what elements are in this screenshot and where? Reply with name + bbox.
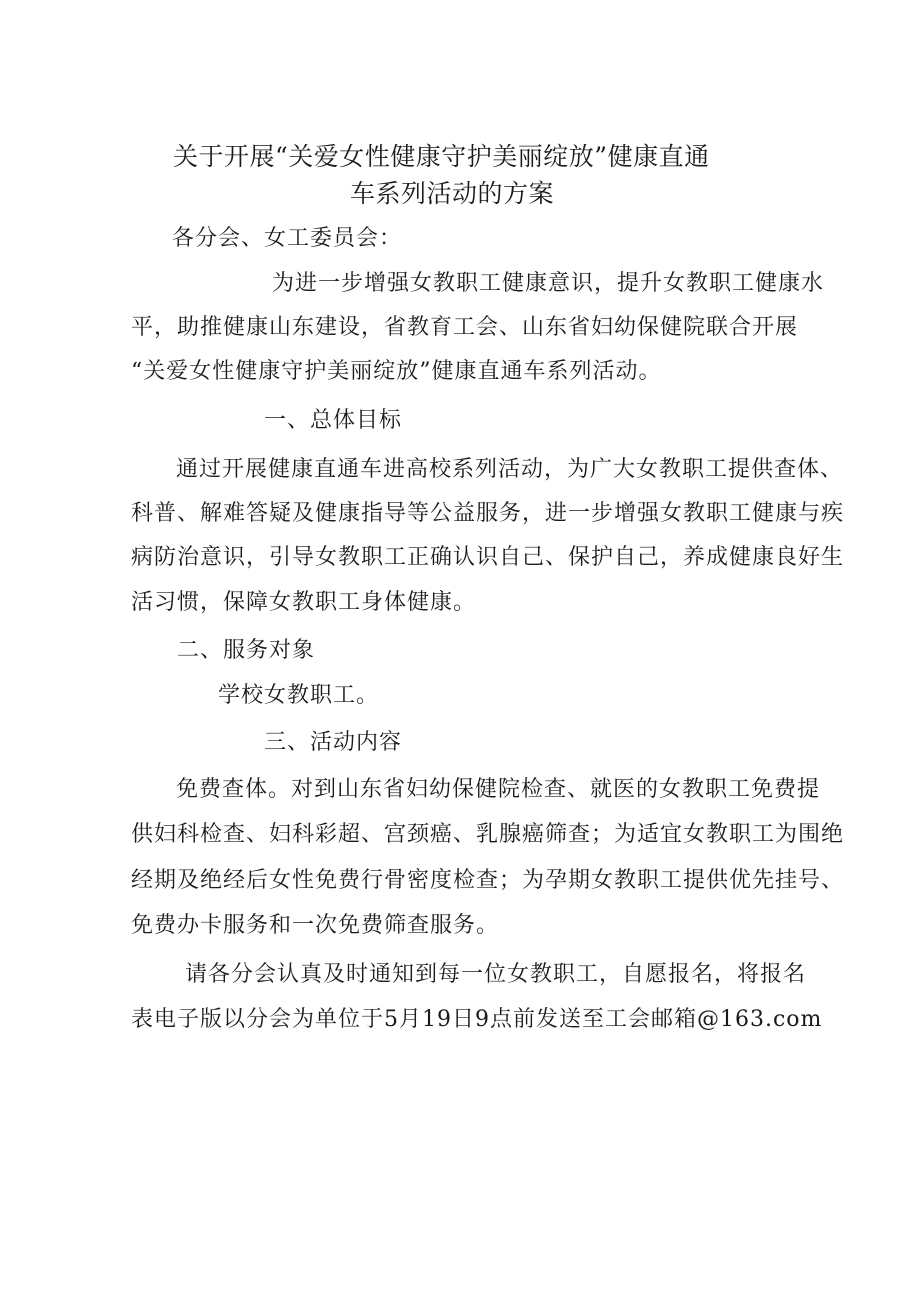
title-line-2: 车系列活动的方案 (350, 179, 555, 208)
section-1-line-3: 病防治意识，引导女教职工正确认识自己、保护自己，养成健康良好生 (131, 545, 845, 570)
closing-line-2: 表电子版以分会为单位于5月19日9点前发送至工会邮箱@163.com (131, 1007, 823, 1032)
section-3-line-1: 免费查体。对到山东省妇幼保健院检查、就医的女教职工免费提 (176, 777, 821, 802)
section-3-heading: 三、活动内容 (264, 730, 403, 755)
section-1-line-2: 科普、解难答疑及健康指导等公益服务，进一步增强女教职工健康与疾 (131, 501, 845, 526)
section-3-line-3: 经期及绝经后女性免费行骨密度检查；为孕期女教职工提供优先挂号、 (131, 868, 845, 893)
intro-line-3: “关爱女性健康守护美丽绽放”健康直通车系列活动。 (131, 359, 662, 384)
section-1-line-4: 活习惯，保障女教职工身体健康。 (131, 590, 477, 615)
intro-line-1: 为进一步增强女教职工健康意识，提升女教职工健康水 (272, 271, 825, 296)
section-2-heading: 二、服务对象 (177, 638, 316, 663)
section-3-line-4: 免费办卡服务和一次免费筛查服务。 (131, 913, 500, 938)
title-line-1: 关于开展“关爱女性健康守护美丽绽放”健康直通 (173, 142, 710, 171)
section-1-heading: 一、总体目标 (264, 408, 403, 433)
section-3-line-2: 供妇科检查、妇科彩超、宫颈癌、乳腺癌筛查；为适宜女教职工为围绝 (131, 822, 845, 847)
salutation: 各分会、女工委员会： (172, 226, 403, 251)
closing-line-1: 请各分会认真及时通知到每一位女教职工，自愿报名，将报名 (185, 962, 807, 987)
section-1-line-1: 通过开展健康直通车进高校系列活动，为广大女教职工提供查体、 (176, 457, 844, 482)
section-2-line-1: 学校女教职工。 (218, 683, 380, 708)
intro-line-2: 平，助推健康山东建设，省教育工会、山东省妇幼保健院联合开展 (131, 315, 799, 340)
